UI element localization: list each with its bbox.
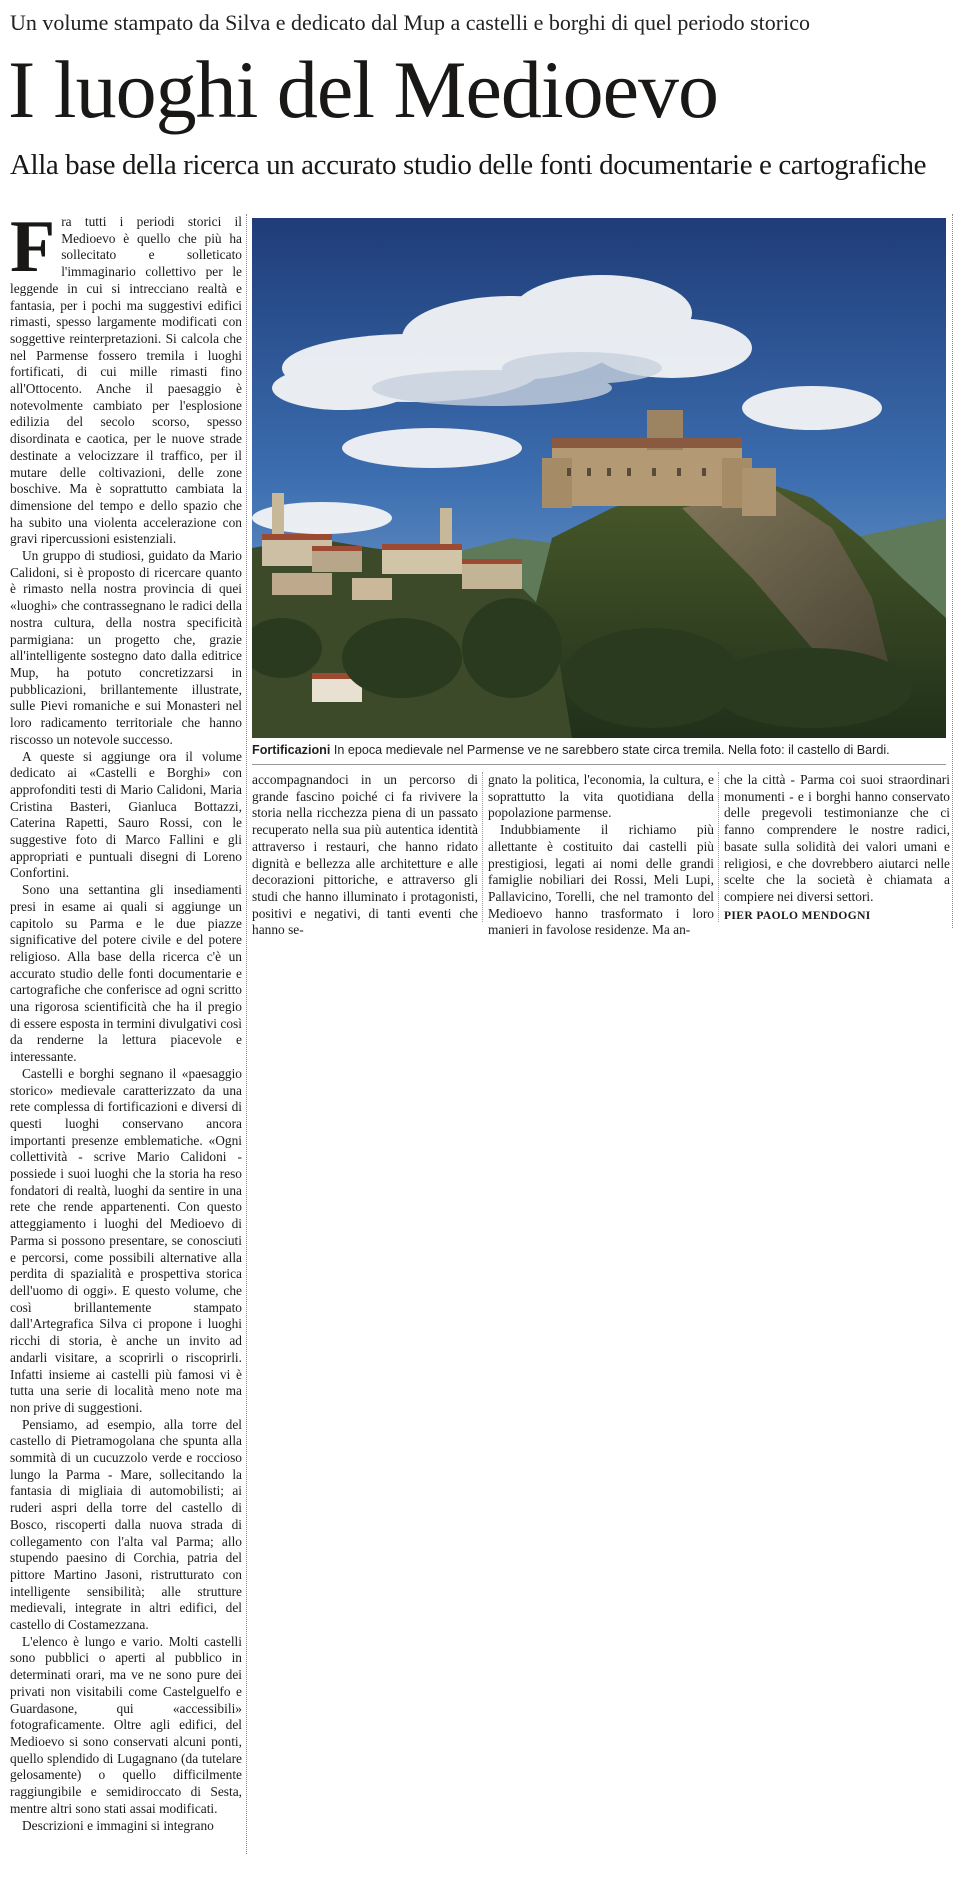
body-column-4 (724, 772, 950, 924)
photo-caption (252, 742, 946, 758)
body-paragraph: accompagnandoci in un percorso di grande fascino poiché ci fa rivivere la storia nella ricchezza piena di un passato recuperato nella sua più autentica identità attraverso i restauri, che hanno ridato dignità e bellezza alle architetture e alle decorazioni pittoriche, e attraverso gli studi che hanno illuminato i protagonisti, positivi e negativi, di tanti eventi che hanno se- (252, 772, 478, 938)
column-divider (718, 772, 719, 922)
lead-paragraph: Sono una settantina gli insediamenti presi in esame ai quali si aggiunge un capitolo su Parma e le due piazze significative del potere civile e del potere religioso. Alla base della ricerca c'è un accurato studio delle fonti documentarie e cartografiche che conferisce ad ogni scritto una rigorosa scientificità che ha il pregio di essere esposta in termini divulgativi così da renderne la lettura piacevole e interessante. (10, 882, 242, 1065)
drop-cap: F (10, 214, 56, 288)
castle-photo (252, 218, 946, 738)
lead-paragraph: Fra tutti i periodi storici il Medioevo è quello che più ha sollecitato e solleticato l'immaginario collettivo per le leggende in cui si intrecciano realtà e fantasia, per i pochi ma suggestivi edifici rimasti, spesso largamente modificati con soggettive reinterpretazioni. Si calcola che nel Parmense fossero tremila i luoghi fortificati, di cui mille rimasti fino all'Ottocento. Anche il paesaggio è notevolmente cambiato per l'esplosione edilizia del secolo scorso, spesso disordinata e caotica, per le nuove strade destinate a velocizzare il traffico, per il mutare delle coltivazioni, delle zone boschive. Ma è soprattutto cambiata la dimensione del tempo e dello spazio che ha subito una violenta accelerazione con gravi ripercussioni esistenziali. (10, 214, 242, 547)
column-divider (952, 214, 953, 928)
author-signature: PIER PAOLO MENDOGNI (724, 909, 871, 922)
lead-paragraph: Descrizioni e immagini si integrano (22, 1817, 214, 1833)
article-kicker: Un volume stampato da Silva e dedicato dal Mup a castelli e borghi di quel periodo storico (10, 10, 810, 35)
photo-caption-text: In epoca medievale nel Parmense ve ne sarebbero state circa tremila. Nella foto: il castello di Bardi. (330, 743, 890, 757)
caption-rule (252, 764, 946, 765)
lead-column (10, 214, 242, 1854)
lead-paragraph: A queste si aggiunge ora il volume dedicato ai «Castelli e Borghi» con approfonditi testi di Mario Calidoni, Maria Cristina Basteri, Gianluca Bottazzi, Caterina Rapetti, Sauro Rossi, con le suggestive foto di Marco Fallini e gli appropriati e puntuali disegni di Loreno Confortini. (10, 748, 242, 881)
body-column-3 (488, 772, 714, 939)
lead-paragraph: Un gruppo di studiosi, guidato da Mario Calidoni, si è proposto di ricercare quanto è rimasto nella nostra provincia di quei «luoghi» che contrassegnano le radici della nostra cultura, della nostra specificità parmigiana: un progetto che, grazie all'intelligente sostegno dato dalla editrice Mup, ha potuto concretizzarsi in pubblicazioni, brillantemente illustrate, sulle Pievi romaniche e sui Monasteri nel loro radicamento territoriale che hanno riscosso un notevole successo. (10, 548, 242, 747)
body-paragraph: Indubbiamente il richiamo più allettante è costituito dai castelli più prestigiosi, legati ai nomi delle grandi famiglie nobiliari dei Rossi, Meli Lupi, Pallavicino, Torelli, che nel tramonto del Medioevo hanno trasformato i loro manieri in favolose residenze. Ma an- (488, 822, 714, 938)
column-divider (482, 772, 483, 922)
column-divider (246, 214, 247, 1854)
article-headline: I luoghi del Medioevo (8, 44, 719, 135)
body-paragraph: che la città - Parma coi suoi straordinari monumenti - e i borghi hanno conservato delle pregevoli testimonianze che ci fanno comprendere le nostre radici, basate sulla solidità dei valori umani e religiosi, e che dovrebbero aiutarci nelle scelte che la società è chiamata a compiere nei diversi settori. (724, 772, 950, 904)
photo-caption-label: Fortificazioni (252, 743, 331, 757)
lead-paragraph: Castelli e borghi segnano il «paesaggio storico» medievale caratterizzato da una rete complessa di fortificazioni e diversi di questi luoghi conservano ancora importanti presenze emblematiche. «Ogni collettività - scrive Mario Calidoni - possiede i suoi luoghi che la storia ha reso fondatori di realtà, luoghi da sentire in una rete che rende appartenenti. Con questo atteggiamento i luoghi del Medioevo di Parma si possono presentare, se conosciuti e percorsi, come possibili alternative alla perdita di spazialità e prospettiva storica dell'uomo di oggi». E questo volume, che così brillantemente stampato dall'Artegrafica Silva ci propone i luoghi ricchi di storia, è anche un invito ad andarli visitare, a scoprirli o riscoprirli. Infatti insieme ai castelli più famosi vi è tutta una serie di località meno note ma non prive di suggestioni. (10, 1065, 242, 1415)
body-paragraph: gnato la politica, l'economia, la cultura, e soprattutto la vita quotidiana della popolazione parmense. (488, 772, 714, 821)
lead-paragraph: Pensiamo, ad esempio, alla torre del castello di Pietramogolana che spunta alla sommità di un cucuzzolo verde e roccioso lungo la Parma - Mare, sollecitando la fantasia di migliaia di automobilisti; ai ruderi aspri della torre del castello di Bosco, riscoperti dalla nuova strada di collegamento con l'alta val Parma; allo stupendo paesino di Corchia, patria del pittore Martino Jasoni, ristrutturato con intelligente sensibilità; alle strutture medievali, integrate in altri edifici, del castello di Costamezzana. (10, 1416, 242, 1633)
lead-paragraph: L'elenco è lungo e vario. Molti castelli sono pubblici o aperti al pubblico in determinati orari, ma ve ne sono pure dei privati non visitabili come Castelguelfo e Guardasone, qui «accessibili» fotograficamente. Oltre agli edifici, del Medioevo si sono conservati alcuni ponti, quello splendido di Lugagnano (da tutelare gelosamente) o quello difficilmente raggiungibile e semidiroccato di Sesta, mentre altri sono stati assai modificati. (10, 1633, 242, 1816)
castle-photo-illustration (252, 218, 946, 738)
article-subhead: Alla base della ricerca un accurato studio delle fonti documentarie e cartografiche (10, 149, 927, 181)
body-column-2 (252, 772, 478, 939)
